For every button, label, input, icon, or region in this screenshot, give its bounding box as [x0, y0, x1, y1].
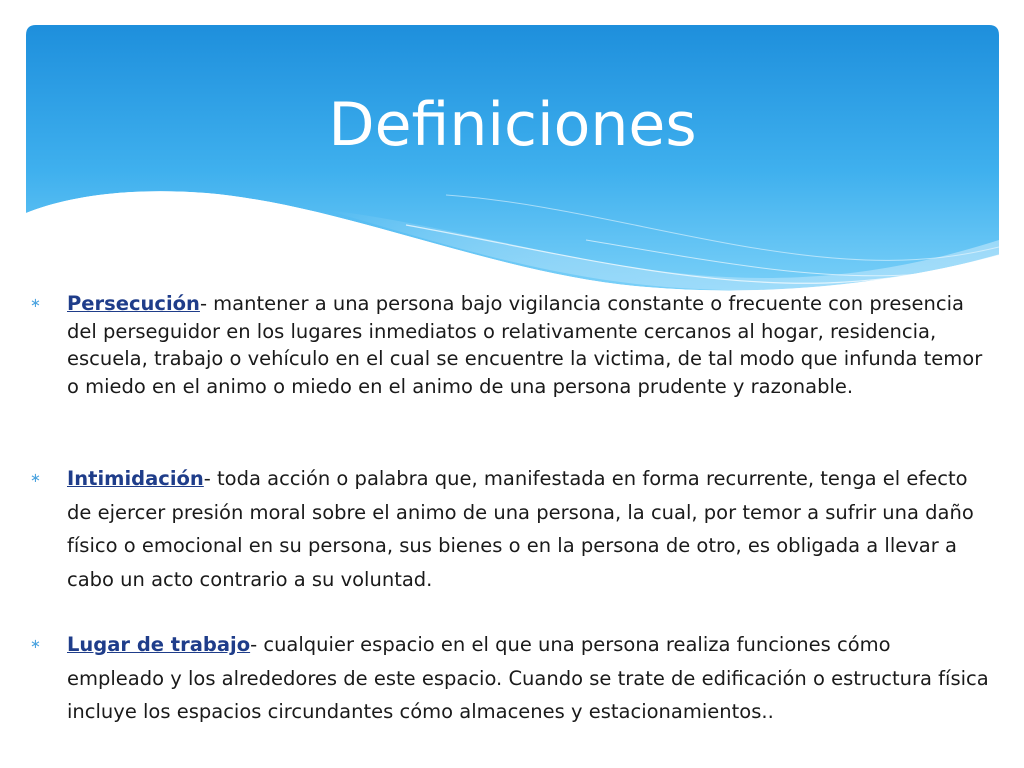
definition-term: Intimidación [67, 467, 204, 490]
definition-text [67, 462, 992, 596]
bullet-icon: ∗ [30, 296, 41, 311]
definition-text [67, 290, 992, 400]
slide-title: Definiciones [328, 90, 697, 160]
bullet-icon: ∗ [30, 637, 41, 652]
bullet-icon: ∗ [30, 471, 41, 486]
wave-background [26, 25, 999, 295]
definition-body: - toda acción o palabra que, manifestada en forma recurrente, tenga el efecto de ejercer presión moral sobre el animo de una persona, la cual, por temor a sufrir una daño físico o emocional en su persona, sus bienes o en la persona de otro, es obligada a llevar a cabo un acto contrario a su voluntad. [67, 467, 974, 591]
definition-body: - cualquier espacio en el que una persona realiza funciones cómo empleado y los alrededores de este espacio. Cuando se trate de edificación o estructura física incluye los espacios circundantes cómo almacenes y estacionamientos.. [67, 633, 989, 723]
definition-term: Persecución [67, 292, 200, 315]
definition-body: - mantener a una persona bajo vigilancia constante o frecuente con presencia del perseguidor en los lugares inmediatos o relativamente cercanos al hogar, residencia, escuela, trabajo o vehículo en el cual se encuentre la victima, de tal modo que infunda temor o miedo en el animo o miedo en el animo de una persona prudente y razonable. [67, 292, 983, 398]
definition-text [67, 628, 992, 729]
title-banner [26, 25, 999, 295]
definition-term: Lugar de trabajo [67, 633, 251, 656]
